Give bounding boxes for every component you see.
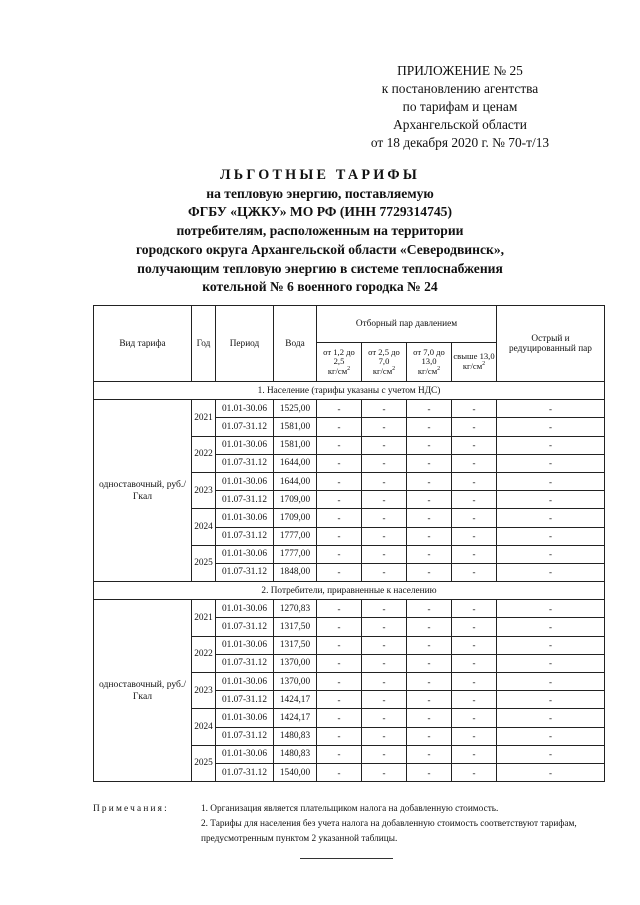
dash-cell: - (362, 491, 407, 509)
period-cell: 01.01-30.06 (216, 436, 274, 454)
dash-cell: - (362, 472, 407, 490)
water-cell: 1581,00 (274, 436, 317, 454)
period-cell: 01.07-31.12 (216, 491, 274, 509)
dash-cell: - (362, 618, 407, 636)
period-cell: 01.07-31.12 (216, 527, 274, 545)
dash-cell: - (497, 618, 605, 636)
water-cell: 1424,17 (274, 691, 317, 709)
dash-cell: - (452, 654, 497, 672)
dash-cell: - (317, 400, 362, 418)
dash-cell: - (497, 691, 605, 709)
year-cell: 2025 (192, 545, 216, 581)
dash-cell: - (407, 709, 452, 727)
dash-cell: - (452, 709, 497, 727)
steam-unit-exp: 2 (437, 365, 441, 372)
title-line: получающим тепловую энергию в системе теплоснабжения (137, 260, 503, 276)
water-cell: 1644,00 (274, 454, 317, 472)
notes-items (201, 802, 611, 847)
table-row (94, 400, 605, 418)
dash-cell: - (497, 727, 605, 745)
title-line: ФГБУ «ЦЖКУ» МО РФ (ИНН 7729314745) (187, 204, 452, 220)
header-steam-group: Отборный пар давлением (317, 306, 497, 343)
dash-cell: - (452, 472, 497, 490)
period-cell: 01.07-31.12 (216, 563, 274, 581)
dash-cell: - (497, 563, 605, 581)
title-line: городского округа Архангельской области «Северодвинск», (135, 241, 505, 257)
appendix-line: Архангельской области (393, 117, 527, 132)
dash-cell: - (407, 727, 452, 745)
section-title: 1. Население (тарифы указаны с учетом НДС) (94, 382, 605, 400)
year-cell: 2025 (192, 745, 216, 781)
steam-unit-exp: 2 (482, 361, 486, 368)
dash-cell: - (407, 509, 452, 527)
note-item: 2. Тарифы для населения без учета налога на добавленную стоимость соответствуют тарифам, предусмотренным пунктом 2 указанной таблицы. (201, 819, 577, 844)
water-cell: 1848,00 (274, 563, 317, 581)
dash-cell: - (317, 654, 362, 672)
appendix-line: от 18 декабря 2020 г. № 70-т/13 (370, 135, 550, 150)
dash-cell: - (407, 400, 452, 418)
period-cell: 01.07-31.12 (216, 454, 274, 472)
water-cell: 1370,00 (274, 654, 317, 672)
dash-cell: - (407, 454, 452, 472)
dash-cell: - (452, 436, 497, 454)
header-kind: Вид тарифа (94, 306, 192, 382)
period-cell: 01.01-30.06 (216, 600, 274, 618)
steam-unit: кг/см (417, 365, 438, 376)
dash-cell: - (317, 691, 362, 709)
year-cell: 2022 (192, 436, 216, 472)
dash-cell: - (497, 436, 605, 454)
dash-cell: - (497, 709, 605, 727)
dash-cell: - (407, 691, 452, 709)
steam-range: свыше 13,0 (453, 351, 495, 362)
dash-cell: - (452, 509, 497, 527)
steam-range: от 2,5 до 7,0 (368, 346, 400, 367)
dash-cell: - (317, 600, 362, 618)
note-item: 1. Организация является плательщиком налога на добавленную стоимость. (201, 804, 499, 814)
dash-cell: - (407, 491, 452, 509)
dash-cell: - (497, 636, 605, 654)
year-cell: 2024 (192, 509, 216, 545)
dash-cell: - (362, 454, 407, 472)
dash-cell: - (317, 673, 362, 691)
steam-unit-exp: 2 (392, 365, 396, 372)
dash-cell: - (317, 527, 362, 545)
dash-cell: - (317, 491, 362, 509)
period-cell: 01.01-30.06 (216, 509, 274, 527)
steam-unit: кг/см (327, 365, 348, 376)
water-cell: 1709,00 (274, 509, 317, 527)
dash-cell: - (317, 563, 362, 581)
water-cell: 1370,00 (274, 673, 317, 691)
period-cell: 01.07-31.12 (216, 763, 274, 781)
header-steam-col (362, 343, 407, 382)
header-period: Период (216, 306, 274, 382)
year-cell: 2023 (192, 472, 216, 508)
water-cell: 1480,83 (274, 727, 317, 745)
dash-cell: - (317, 709, 362, 727)
header-steam-col (317, 343, 362, 382)
section-title: 2. Потребители, приравненные к населению (94, 582, 605, 600)
tariff-table (93, 305, 605, 782)
appendix-line: по тарифам и ценам (402, 99, 518, 114)
appendix-line: к постановлению агентства (381, 81, 539, 96)
dash-cell: - (362, 745, 407, 763)
tariff-kind: одноставочный, руб./Гкал (94, 600, 192, 782)
steam-range: от 7,0 до 13,0 (413, 346, 445, 367)
dash-cell: - (407, 545, 452, 563)
dash-cell: - (452, 400, 497, 418)
water-cell: 1540,00 (274, 763, 317, 781)
tariff-body (94, 382, 605, 782)
water-cell: 1709,00 (274, 491, 317, 509)
steam-range: от 1,2 до 2,5 (323, 346, 355, 367)
dash-cell: - (497, 527, 605, 545)
dash-cell: - (407, 618, 452, 636)
title-line: котельной № 6 военного городка № 24 (202, 279, 438, 295)
period-cell: 01.01-30.06 (216, 745, 274, 763)
dash-cell: - (497, 600, 605, 618)
dash-cell: - (497, 654, 605, 672)
water-cell: 1317,50 (274, 636, 317, 654)
year-cell: 2022 (192, 636, 216, 672)
dash-cell: - (362, 400, 407, 418)
dash-cell: - (497, 472, 605, 490)
dash-cell: - (497, 454, 605, 472)
dash-cell: - (407, 673, 452, 691)
period-cell: 01.01-30.06 (216, 709, 274, 727)
steam-unit-exp: 2 (347, 365, 351, 372)
period-cell: 01.01-30.06 (216, 545, 274, 563)
water-cell: 1525,00 (274, 400, 317, 418)
dash-cell: - (362, 636, 407, 654)
dash-cell: - (362, 727, 407, 745)
water-cell: 1480,83 (274, 745, 317, 763)
dash-cell: - (362, 545, 407, 563)
period-cell: 01.01-30.06 (216, 472, 274, 490)
dash-cell: - (362, 527, 407, 545)
dash-cell: - (317, 545, 362, 563)
dash-cell: - (407, 636, 452, 654)
dash-cell: - (407, 600, 452, 618)
dash-cell: - (407, 436, 452, 454)
dash-cell: - (362, 673, 407, 691)
year-cell: 2021 (192, 600, 216, 636)
period-cell: 01.01-30.06 (216, 400, 274, 418)
dash-cell: - (452, 491, 497, 509)
dash-cell: - (317, 472, 362, 490)
dash-cell: - (362, 763, 407, 781)
water-cell: 1424,17 (274, 709, 317, 727)
dash-cell: - (497, 745, 605, 763)
dash-cell: - (452, 618, 497, 636)
title-line: потребителям, расположенным на территории (176, 223, 464, 239)
dash-cell: - (317, 618, 362, 636)
dash-cell: - (497, 673, 605, 691)
period-cell: 01.07-31.12 (216, 691, 274, 709)
dash-cell: - (497, 545, 605, 563)
closing-rule (300, 858, 393, 859)
dash-cell: - (362, 654, 407, 672)
dash-cell: - (452, 745, 497, 763)
steam-unit: кг/см (462, 361, 483, 371)
dash-cell: - (407, 654, 452, 672)
water-cell: 1270,83 (274, 600, 317, 618)
year-cell: 2021 (192, 400, 216, 436)
period-cell: 01.07-31.12 (216, 654, 274, 672)
year-cell: 2023 (192, 673, 216, 709)
dash-cell: - (362, 600, 407, 618)
dash-cell: - (362, 563, 407, 581)
dash-cell: - (317, 418, 362, 436)
water-cell: 1777,00 (274, 545, 317, 563)
dash-cell: - (452, 636, 497, 654)
year-cell: 2024 (192, 709, 216, 745)
dash-cell: - (452, 673, 497, 691)
dash-cell: - (362, 509, 407, 527)
dash-cell: - (362, 418, 407, 436)
dash-cell: - (452, 691, 497, 709)
tariff-kind: одноставочный, руб./Гкал (94, 400, 192, 582)
header-sharp-steam: Острый и редуцированный пар (497, 306, 605, 382)
dash-cell: - (452, 418, 497, 436)
section-row (94, 582, 605, 600)
dash-cell: - (452, 600, 497, 618)
document-title (40, 166, 600, 297)
period-cell: 01.07-31.12 (216, 618, 274, 636)
title-heading: ЛЬГОТНЫЕ ТАРИФЫ (220, 167, 420, 183)
dash-cell: - (362, 709, 407, 727)
water-cell: 1317,50 (274, 618, 317, 636)
dash-cell: - (407, 763, 452, 781)
dash-cell: - (317, 763, 362, 781)
dash-cell: - (497, 763, 605, 781)
header-year: Год (192, 306, 216, 382)
dash-cell: - (317, 745, 362, 763)
dash-cell: - (362, 691, 407, 709)
period-cell: 01.01-30.06 (216, 673, 274, 691)
header-water: Вода (274, 306, 317, 382)
appendix-block (330, 62, 590, 152)
dash-cell: - (452, 545, 497, 563)
dash-cell: - (317, 727, 362, 745)
dash-cell: - (497, 491, 605, 509)
notes-label: Примечания: (93, 804, 169, 814)
period-cell: 01.07-31.12 (216, 727, 274, 745)
dash-cell: - (497, 400, 605, 418)
dash-cell: - (452, 527, 497, 545)
water-cell: 1644,00 (274, 472, 317, 490)
dash-cell: - (452, 763, 497, 781)
steam-unit: кг/см (372, 365, 393, 376)
dash-cell: - (407, 563, 452, 581)
period-cell: 01.01-30.06 (216, 636, 274, 654)
table-row (94, 600, 605, 618)
dash-cell: - (452, 454, 497, 472)
dash-cell: - (317, 436, 362, 454)
dash-cell: - (407, 745, 452, 763)
header-steam-col (452, 343, 497, 382)
dash-cell: - (407, 418, 452, 436)
water-cell: 1777,00 (274, 527, 317, 545)
dash-cell: - (452, 727, 497, 745)
section-row (94, 382, 605, 400)
dash-cell: - (407, 472, 452, 490)
dash-cell: - (407, 527, 452, 545)
dash-cell: - (362, 436, 407, 454)
dash-cell: - (497, 509, 605, 527)
dash-cell: - (317, 636, 362, 654)
header-steam-col (407, 343, 452, 382)
dash-cell: - (317, 509, 362, 527)
dash-cell: - (497, 418, 605, 436)
title-line: на тепловую энергию, поставляемую (206, 185, 434, 201)
dash-cell: - (317, 454, 362, 472)
appendix-line: ПРИЛОЖЕНИЕ № 25 (397, 63, 523, 78)
water-cell: 1581,00 (274, 418, 317, 436)
dash-cell: - (452, 563, 497, 581)
period-cell: 01.07-31.12 (216, 418, 274, 436)
